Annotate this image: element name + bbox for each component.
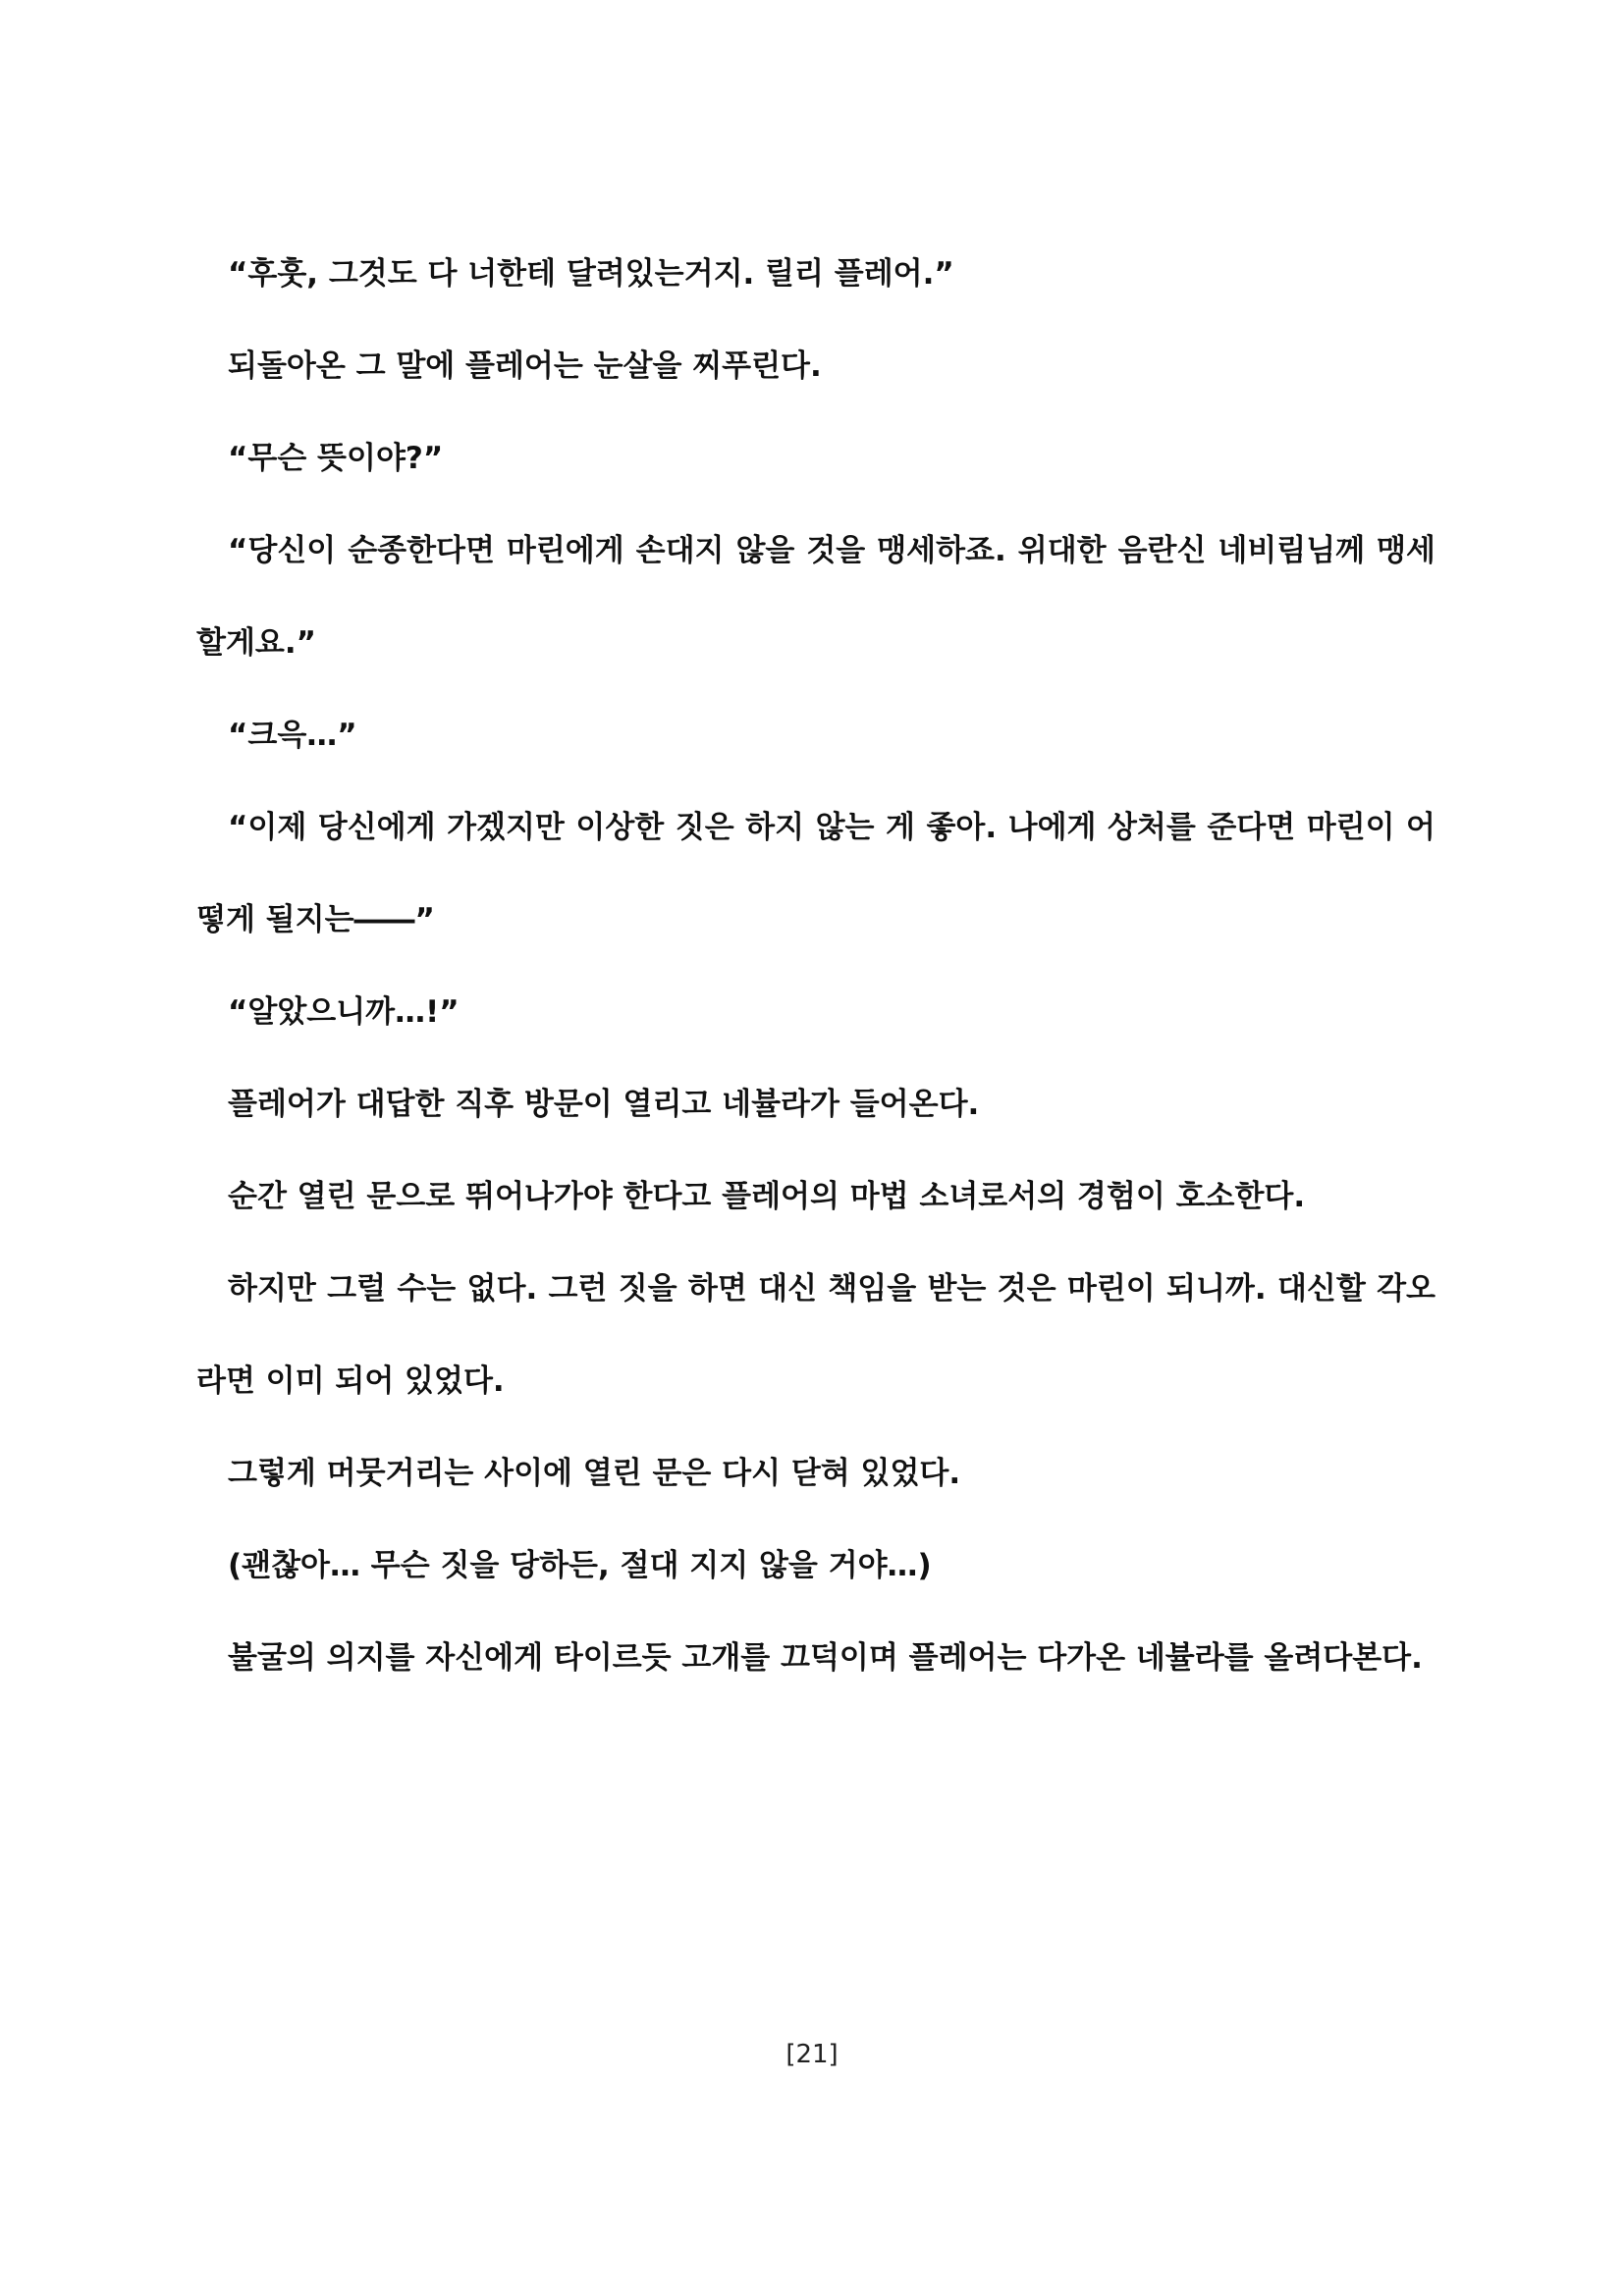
paragraph: 하지만 그럴 수는 없다. 그런 짓을 하면 대신 책임을 받는 것은 마린이 되니까. 대신할 각오라면 이미 되어 있었다. bbox=[196, 1271, 1435, 1399]
paragraph: 순간 열린 문으로 뛰어나가야 한다고 플레어의 마법 소녀로서의 경험이 호소한다. bbox=[228, 1179, 1306, 1214]
paragraph: “이제 당신에게 가겠지만 이상한 짓은 하지 않는 게 좋아. 나에게 상처를 준다면 마린이 어떻게 될지는――” bbox=[196, 810, 1435, 937]
body-text bbox=[196, 228, 1435, 1704]
paragraph: (괜찮아… 무슨 짓을 당하든, 절대 지지 않을 거야…) bbox=[228, 1548, 932, 1583]
paragraph: “당신이 순종한다면 마린에게 손대지 않을 것을 맹세하죠. 위대한 음란신 네비림님께 맹세할게요.” bbox=[196, 533, 1435, 661]
paragraph: “크윽…” bbox=[228, 718, 357, 753]
paragraph: 플레어가 대답한 직후 방문이 열리고 네뷸라가 들어온다. bbox=[228, 1087, 980, 1122]
paragraph: “후훗, 그것도 다 너한테 달려있는거지. 릴리 플레어.” bbox=[228, 256, 954, 292]
paragraph: “알았으니까…!” bbox=[228, 994, 460, 1030]
page-number: [21] bbox=[785, 2040, 839, 2069]
paragraph: “무슨 뜻이야?” bbox=[228, 441, 444, 476]
paragraph: 그렇게 머뭇거리는 사이에 열린 문은 다시 닫혀 있었다. bbox=[228, 1456, 961, 1491]
paragraph: 불굴의 의지를 자신에게 타이르듯 고개를 끄덕이며 플레어는 다가온 네뷸라를 올려다본다. bbox=[228, 1640, 1423, 1676]
paragraph: 되돌아온 그 말에 플레어는 눈살을 찌푸린다. bbox=[228, 348, 822, 384]
